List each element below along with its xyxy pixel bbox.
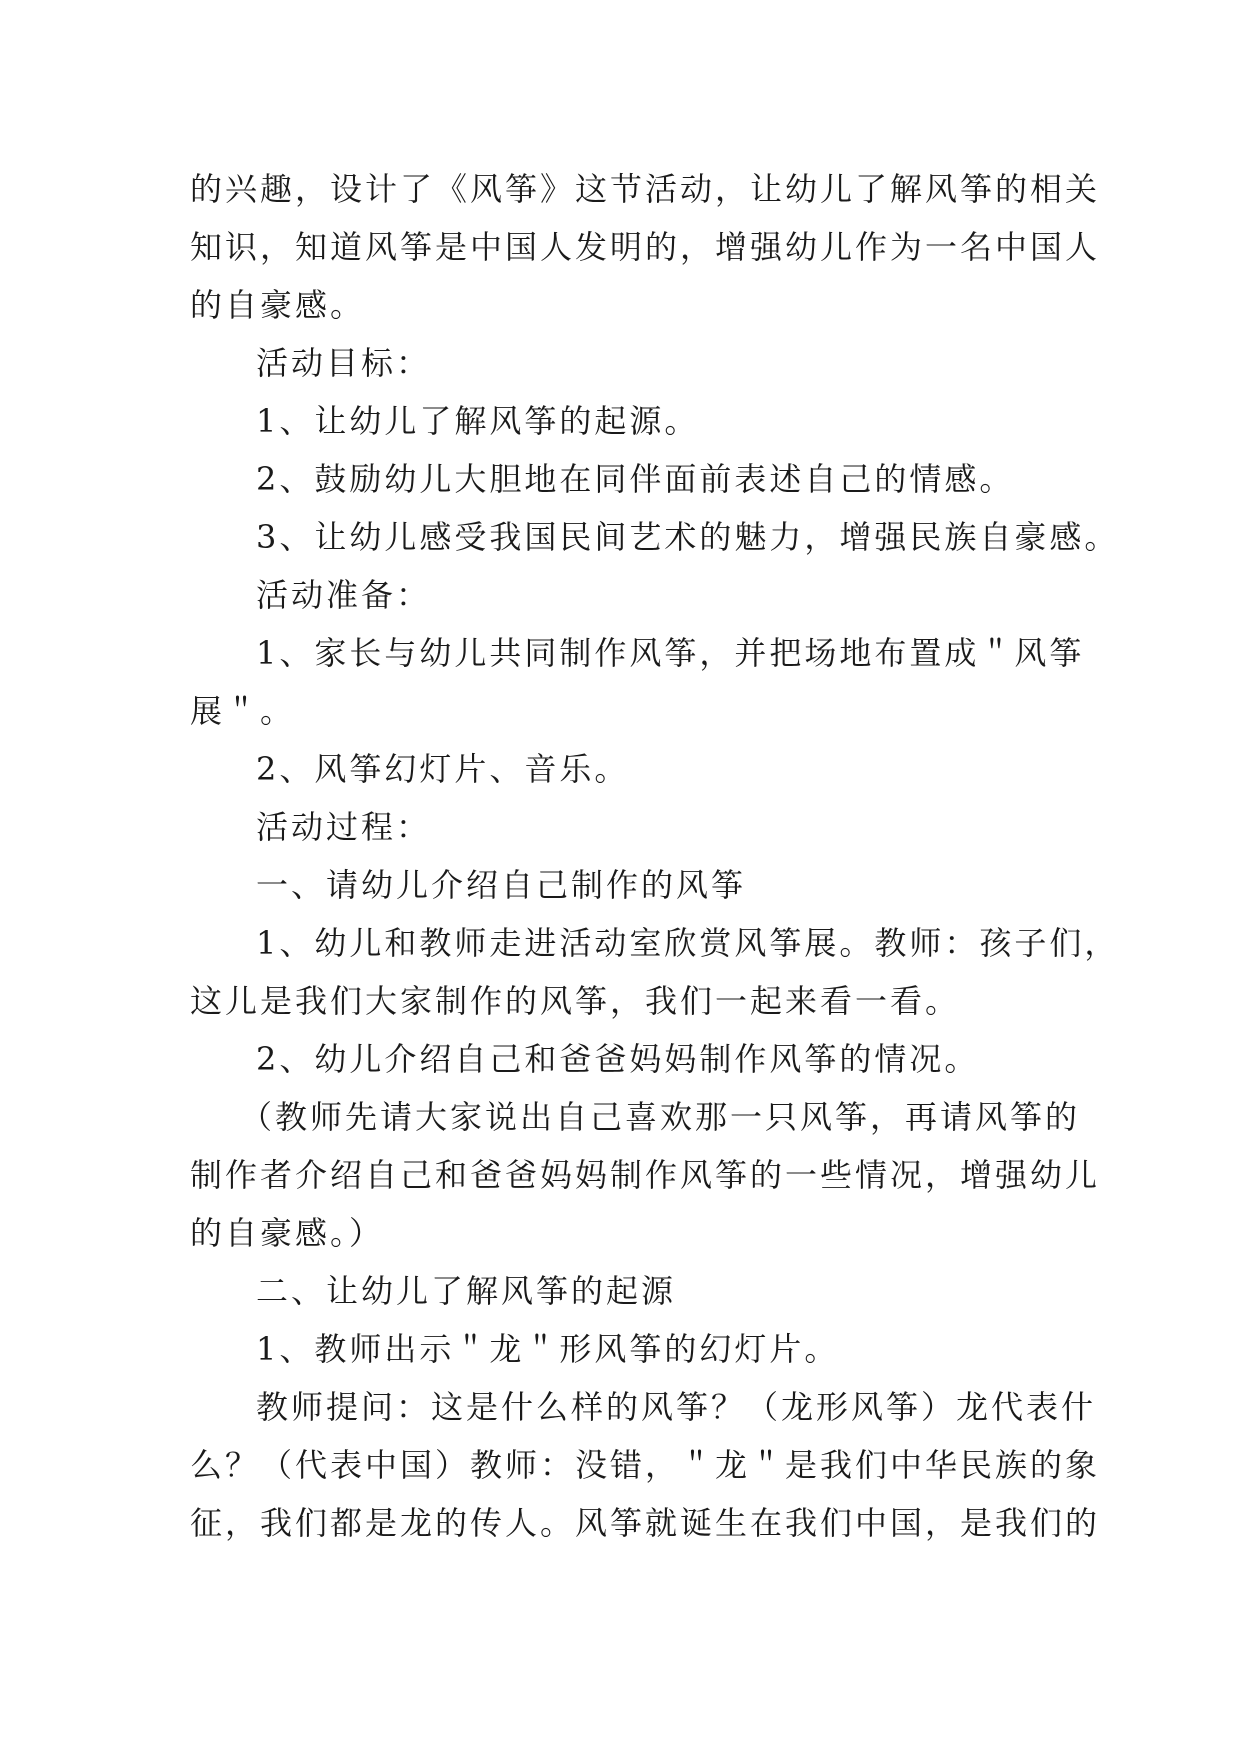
document-body: [190, 160, 1120, 1552]
section-heading-process: 活动过程：: [256, 808, 432, 846]
list-item: 2、鼓励幼儿大胆地在同伴面前表述自己的情感。: [256, 460, 1015, 498]
text-line: 的兴趣，设计了《风筝》这节活动，让幼儿了解风筝的相关: [190, 170, 1101, 208]
text-line: 这儿是我们大家制作的风筝，我们一起来看一看。: [190, 982, 961, 1020]
section-heading-goals: 活动目标：: [256, 344, 432, 382]
text-line: 么？（代表中国）教师：没错，＂龙＂是我们中华民族的象: [190, 1446, 1101, 1484]
text-line: 制作者介绍自己和爸爸妈妈制作风筝的一些情况，增强幼儿: [190, 1156, 1101, 1194]
list-item: 2、风筝幻灯片、音乐。: [256, 750, 630, 788]
list-item: 1、家长与幼儿共同制作风筝，并把场地布置成＂风筝: [256, 634, 1085, 672]
section-heading-preparation: 活动准备：: [256, 576, 432, 614]
list-item: 1、幼儿和教师走进活动室欣赏风筝展。教师：孩子们，: [256, 924, 1120, 962]
list-item: 2、幼儿介绍自己和爸爸妈妈制作风筝的情况。: [256, 1040, 980, 1078]
text-line: 展＂。: [190, 692, 296, 730]
list-item: 3、让幼儿感受我国民间艺术的魅力，增强民族自豪感。: [256, 518, 1120, 556]
subsection-heading: 二、让幼儿了解风筝的起源: [256, 1272, 677, 1310]
subsection-heading: 一、请幼儿介绍自己制作的风筝: [256, 866, 747, 904]
text-line: 教师提问：这是什么样的风筝？（龙形风筝）龙代表什: [256, 1388, 1097, 1426]
text-line: 的自豪感。）: [190, 1214, 385, 1252]
list-item: 1、教师出示＂龙＂形风筝的幻灯片。: [256, 1330, 840, 1368]
list-item: 1、让幼儿了解风筝的起源。: [256, 402, 700, 440]
text-line: 知识，知道风筝是中国人发明的，增强幼儿作为一名中国人: [190, 228, 1101, 266]
note-paragraph: （教师先请大家说出自己喜欢那一只风筝，再请风筝的: [240, 1098, 1081, 1136]
text-line: 的自豪感。: [190, 286, 366, 324]
text-line: 征，我们都是龙的传人。风筝就诞生在我们中国，是我们的: [190, 1504, 1101, 1542]
